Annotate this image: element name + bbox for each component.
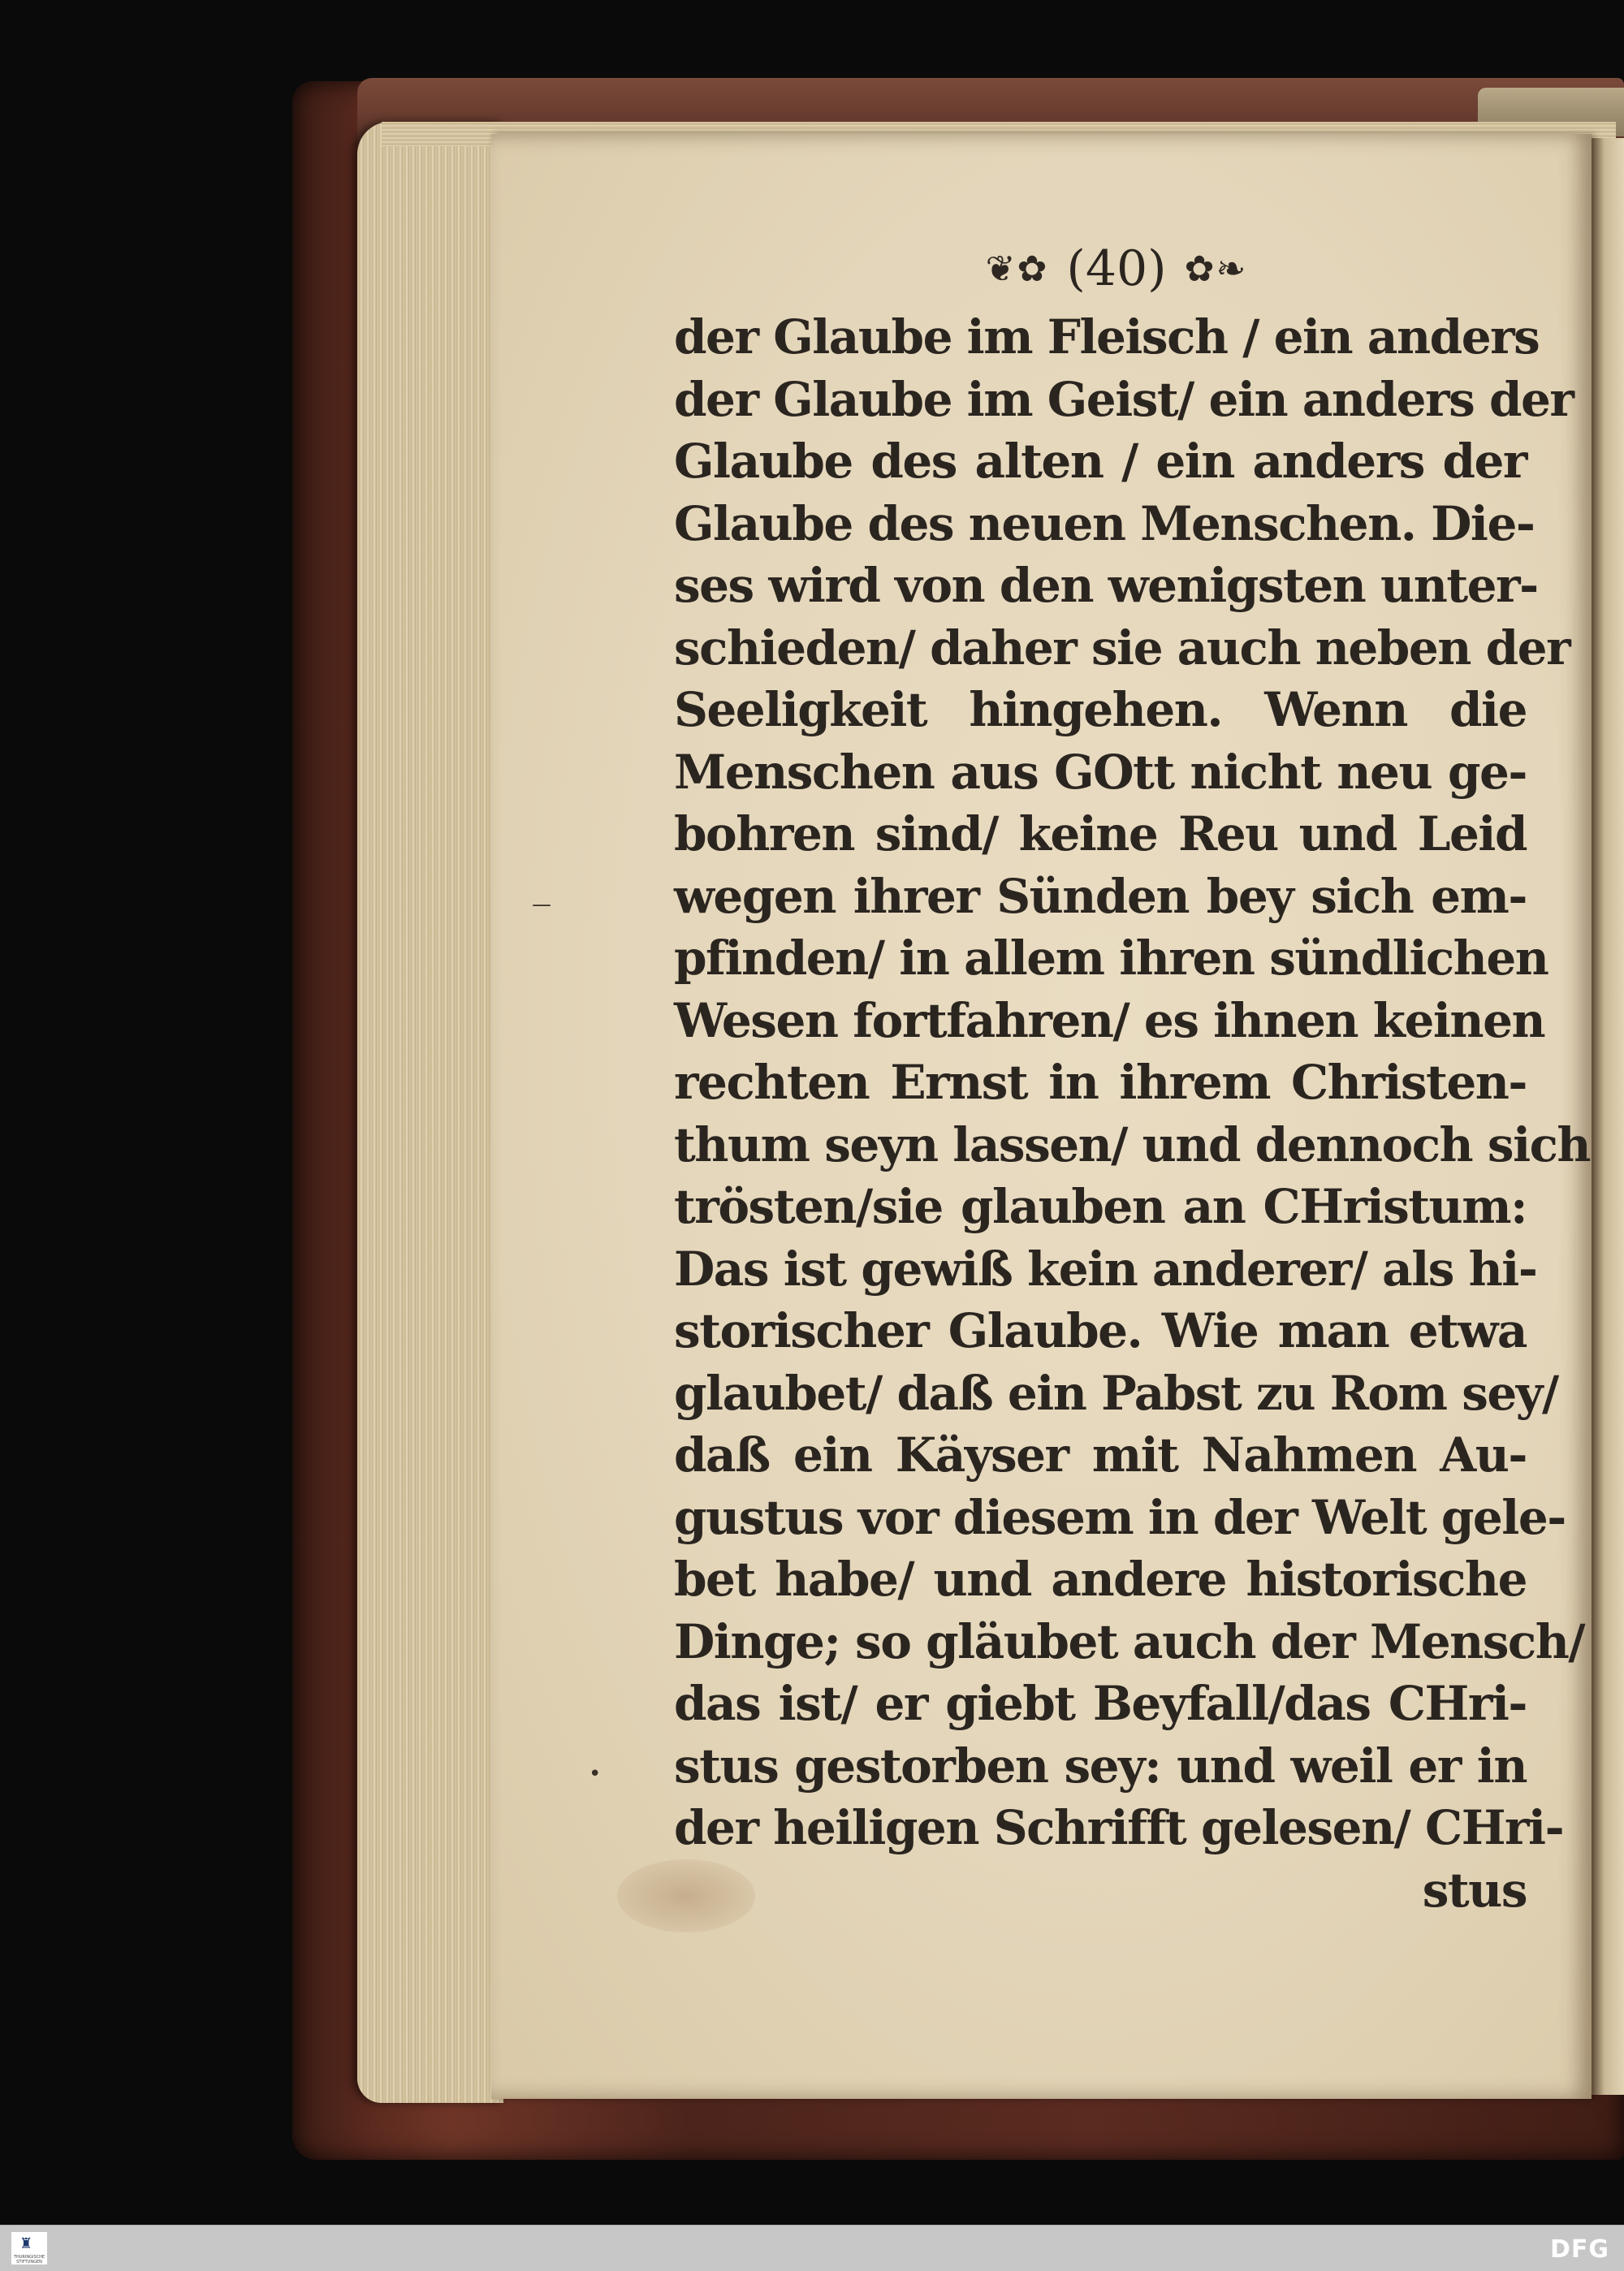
page-edges (357, 122, 503, 2103)
text-line: glaubet/ daß ein Pabst zu Rom sey/ (674, 1365, 1558, 1421)
text-line: thum seyn lassen/ und dennoch sich (674, 1116, 1591, 1172)
text-line: storischer Glaube. Wie man etwa (674, 1303, 1527, 1358)
text-line: schieden/ daher sie auch neben der (674, 620, 1570, 676)
ornament-left-icon: ❦✿ (985, 248, 1049, 290)
text-line: wegen ihrer Sünden bey sich em- (674, 868, 1527, 924)
dfg-logo[interactable]: DFG (1549, 2235, 1609, 2264)
text-line: stus gestorben sey: und weil er in (674, 1738, 1527, 1794)
text-line: Glaube des neuen Menschen. Die- (674, 495, 1535, 551)
text-line: rechten Ernst in ihrem Christen- (674, 1055, 1527, 1110)
text-line: pfinden/ in allem ihren sündlichen (674, 930, 1548, 986)
institution-logo[interactable] (11, 2232, 47, 2265)
text-line: Seeligkeit hingehen. Wenn die (674, 682, 1527, 737)
catchword: stus (1422, 1862, 1527, 1918)
text-line: der heiligen Schrifft gelesen/ CHri- (674, 1800, 1564, 1855)
text-line: der Glaube im Fleisch / ein anders (674, 309, 1540, 365)
ornament-right-icon: ✿❧ (1184, 248, 1248, 290)
castle-icon: ♜ (19, 2235, 33, 2252)
margin-mark: • (589, 1762, 602, 1786)
page-gutter (1592, 138, 1624, 2095)
text-line: Menschen aus GOtt nicht neu ge- (674, 744, 1527, 800)
text-line: Das ist gewiß kein anderer/ als hi- (674, 1241, 1537, 1297)
text-line: trösten/sie glauben an CHristum: (674, 1179, 1527, 1234)
page-number: (40) (1066, 240, 1167, 297)
margin-mark: — (532, 893, 551, 916)
text-line: Wesen fortfahren/ es ihnen keinen (674, 992, 1545, 1048)
page-text (674, 231, 1591, 1921)
text-line: das ist/ er giebt Beyfall/das CHri- (674, 1676, 1527, 1731)
text-line: daß ein Käyser mit Nahmen Au- (674, 1427, 1527, 1483)
text-line: der Glaube im Geist/ ein anders der (674, 371, 1574, 427)
page-header (674, 231, 1527, 306)
viewer-footer-bar (0, 2225, 1624, 2271)
text-line: bet habe/ und andere historische (674, 1552, 1527, 1607)
text-line: Glaube des alten / ein anders der (674, 434, 1527, 489)
text-line: bohren sind/ keine Reu und Leid (674, 806, 1527, 861)
text-line: ses wird von den wenigsten unter- (674, 558, 1538, 613)
text-line: Dinge; so gläubet auch der Mensch/ (674, 1613, 1585, 1669)
text-line: gustus vor diesem in der Welt gele- (674, 1489, 1566, 1545)
institution-logo-text: THURINGISCHE STIFTUNGEN (13, 2255, 45, 2265)
